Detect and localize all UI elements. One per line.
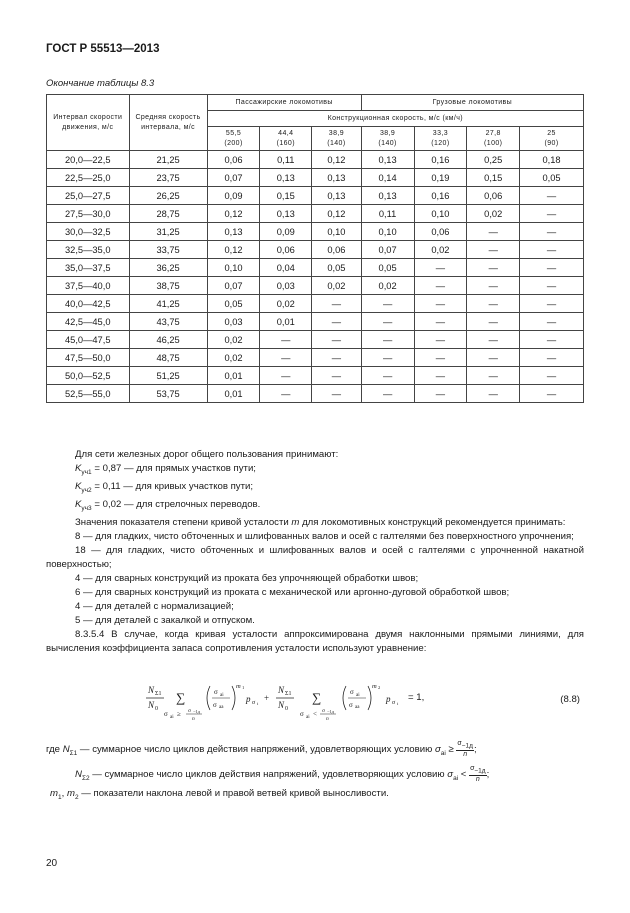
svg-text:N: N bbox=[148, 700, 155, 710]
table-cell: 0,14 bbox=[361, 169, 414, 187]
svg-text:−1д: −1д bbox=[193, 709, 201, 714]
col-header-speed: 38,9 (140) bbox=[361, 127, 414, 151]
k2-line: $K_{уч2} = 0,11$ — для кривых участков пути; bbox=[75, 480, 254, 494]
table-cell: 0,05 bbox=[520, 169, 584, 187]
table-cell: — bbox=[520, 313, 584, 331]
table-cell: 20,0—22,5 bbox=[47, 151, 130, 169]
table-cell: — bbox=[414, 295, 467, 313]
col-header-speed: 27,8 (100) bbox=[467, 127, 520, 151]
svg-text:aa: aa bbox=[355, 705, 360, 710]
where-line-1: где $N_{\Sigma 1}$ — суммарное число циклов действия напряжений, удовлетворяющих условию $\sigma_{ai}$ ≥ $\frac{\sigma_{-1д}}{n}$ ; bbox=[46, 740, 477, 759]
paragraph-item-5: 5 — для деталей с закалкой и отпуском. bbox=[75, 614, 255, 626]
table-cell: 0,18 bbox=[520, 151, 584, 169]
table-cell: 0,02 bbox=[207, 349, 260, 367]
table-cell: 0,01 bbox=[260, 313, 312, 331]
table-cell: 42,5—45,0 bbox=[47, 313, 130, 331]
table-cell: 28,75 bbox=[129, 205, 207, 223]
svg-text:∑: ∑ bbox=[312, 690, 322, 705]
table-cell: 30,0—32,5 bbox=[47, 223, 130, 241]
paragraph-item-4a: 4 — для сварных конструкций из проката без упрочняющей обработки швов; bbox=[75, 572, 419, 584]
k1-line: $K_{уч1} = 0,87$ — для прямых участков пути; bbox=[75, 463, 256, 476]
equation-number: (8.8) bbox=[560, 694, 580, 705]
svg-text:−1д: −1д bbox=[327, 709, 335, 714]
table-cell: — bbox=[260, 367, 312, 385]
table-row bbox=[47, 277, 584, 295]
svg-text:+: + bbox=[264, 693, 270, 703]
table-cell: 0,06 bbox=[260, 241, 312, 259]
table-cell: 0,01 bbox=[207, 367, 260, 385]
table-cell: — bbox=[312, 349, 362, 367]
table-cell: 0,02 bbox=[260, 295, 312, 313]
table-cell: 0,05 bbox=[361, 259, 414, 277]
table-cell: 48,75 bbox=[129, 349, 207, 367]
svg-text:ai: ai bbox=[170, 715, 174, 720]
svg-text:σ: σ bbox=[350, 688, 354, 696]
table-cell: — bbox=[361, 367, 414, 385]
table-cell: — bbox=[520, 277, 584, 295]
table-cell: — bbox=[520, 349, 584, 367]
svg-text:N: N bbox=[278, 685, 285, 695]
svg-text:m: m bbox=[236, 683, 241, 690]
table-cell: — bbox=[520, 331, 584, 349]
table-cell: — bbox=[520, 223, 584, 241]
table-cell: 23,75 bbox=[129, 169, 207, 187]
table-cell: — bbox=[520, 259, 584, 277]
table-cell: 0,13 bbox=[361, 187, 414, 205]
table-cell: — bbox=[361, 349, 414, 367]
svg-text:2: 2 bbox=[378, 685, 381, 690]
table-row bbox=[47, 223, 584, 241]
svg-text:ai: ai bbox=[220, 693, 224, 698]
table-cell: — bbox=[467, 331, 520, 349]
svg-text:n: n bbox=[326, 716, 329, 722]
table-cell: 0,06 bbox=[312, 241, 362, 259]
table-cell: 43,75 bbox=[129, 313, 207, 331]
svg-text:0: 0 bbox=[285, 706, 288, 712]
equation-result: = 1, bbox=[408, 692, 425, 703]
body-text bbox=[46, 448, 584, 656]
table-cell: 22,5—25,0 bbox=[47, 169, 130, 187]
table-cell: 0,12 bbox=[207, 241, 260, 259]
table-cell: 0,11 bbox=[361, 205, 414, 223]
table-cell: 0,02 bbox=[312, 277, 362, 295]
table-cell: 47,5—50,0 bbox=[47, 349, 130, 367]
paragraph-intro: Для сети железных дорог общего пользования принимают: bbox=[75, 449, 339, 460]
table-cell: — bbox=[467, 259, 520, 277]
table-cell: — bbox=[361, 295, 414, 313]
table-cell: 46,25 bbox=[129, 331, 207, 349]
svg-text:σ: σ bbox=[188, 708, 191, 714]
table-cell: 0,12 bbox=[207, 205, 260, 223]
table-cell: 0,07 bbox=[207, 277, 260, 295]
table-cell: 52,5—55,0 bbox=[47, 385, 130, 403]
table-cell: 0,05 bbox=[312, 259, 362, 277]
table-cell: — bbox=[467, 367, 520, 385]
table-cell: 36,25 bbox=[129, 259, 207, 277]
table-cell: 0,07 bbox=[207, 169, 260, 187]
table-cell: — bbox=[520, 241, 584, 259]
table-cell: — bbox=[414, 367, 467, 385]
paragraph-item-8: 8 — для гладких, чисто обточенных и шлифованных валов и осей с галтелями без поверхностного упрочнения; bbox=[75, 530, 574, 542]
col-header-speed: 55,5 (200) bbox=[207, 127, 260, 151]
svg-text:σ: σ bbox=[322, 708, 325, 714]
table-cell: 0,09 bbox=[260, 223, 312, 241]
k3-line: $K_{уч3} = 0,02$ — для стрелочных переводов. bbox=[75, 498, 261, 512]
table-cell: 26,25 bbox=[129, 187, 207, 205]
table-cell: 41,25 bbox=[129, 295, 207, 313]
table-cell: 0,25 bbox=[467, 151, 520, 169]
table-cell: — bbox=[520, 385, 584, 403]
paragraph-exponent: Значения показателя степени кривой усталости m для локомотивных конструкций рекомендуется принимать: bbox=[75, 516, 566, 528]
table-row bbox=[47, 169, 584, 187]
table-cell: — bbox=[312, 367, 362, 385]
document-header: ГОСТ Р 55513—2013 bbox=[46, 43, 160, 55]
table-cell: 0,15 bbox=[260, 187, 312, 205]
table-cell: — bbox=[467, 295, 520, 313]
table-cell: — bbox=[520, 187, 584, 205]
table-cell: — bbox=[520, 367, 584, 385]
svg-text:N: N bbox=[148, 685, 155, 695]
table-cell: — bbox=[414, 385, 467, 403]
table-cell: — bbox=[260, 331, 312, 349]
table-cell: 33,75 bbox=[129, 241, 207, 259]
table-cell: 0,16 bbox=[414, 151, 467, 169]
table-cell: — bbox=[312, 385, 362, 403]
table-cell: 0,06 bbox=[467, 187, 520, 205]
paragraph-item-4b: 4 — для деталей с нормализацией; bbox=[75, 600, 234, 612]
table-row bbox=[47, 259, 584, 277]
table-row bbox=[47, 367, 584, 385]
table-cell: 0,10 bbox=[361, 223, 414, 241]
col-header-speed: 44,4 (160) bbox=[260, 127, 312, 151]
table-cell: 0,02 bbox=[361, 277, 414, 295]
table-cell: — bbox=[467, 313, 520, 331]
where-line-2: $N_{\Sigma 2}$ — суммарное число циклов действия напряжений, удовлетворяющих условию $\sigma_{ai}$ < $\frac{\sigma_{-1д}}{n}$ ; bbox=[75, 765, 490, 784]
table-cell: 35,0—37,5 bbox=[47, 259, 130, 277]
table-row bbox=[47, 241, 584, 259]
table-cell: — bbox=[260, 349, 312, 367]
table-cell: — bbox=[414, 259, 467, 277]
table-cell: 0,13 bbox=[312, 187, 362, 205]
table-cell: — bbox=[467, 223, 520, 241]
table-cell: 50,0—52,5 bbox=[47, 367, 130, 385]
table-cell: 0,13 bbox=[260, 205, 312, 223]
table-cell: 0,06 bbox=[414, 223, 467, 241]
table-cell: 0,10 bbox=[207, 259, 260, 277]
table-cell: — bbox=[467, 277, 520, 295]
col-header-passenger: Пассажирские локомотивы bbox=[207, 95, 361, 111]
svg-text:σ: σ bbox=[214, 688, 218, 696]
svg-text:0: 0 bbox=[155, 706, 158, 712]
table-cell: 0,13 bbox=[260, 169, 312, 187]
table-cell: 0,04 bbox=[260, 259, 312, 277]
table-cell: 53,75 bbox=[129, 385, 207, 403]
table-cell: 0,09 bbox=[207, 187, 260, 205]
where-line-3: $m_1$, $m_2$ — показатели наклона левой и правой ветвей кривой выносливости. bbox=[50, 788, 389, 801]
table-row bbox=[47, 295, 584, 313]
table-cell: 38,75 bbox=[129, 277, 207, 295]
table-cell: — bbox=[414, 313, 467, 331]
table-cell: 32,5—35,0 bbox=[47, 241, 130, 259]
table-cell: 0,12 bbox=[312, 205, 362, 223]
svg-text:σ: σ bbox=[392, 700, 396, 706]
table-cell: 0,05 bbox=[207, 295, 260, 313]
table-cell: 0,13 bbox=[207, 223, 260, 241]
svg-text:≥: ≥ bbox=[177, 710, 181, 718]
table-caption: Окончание таблицы 8.3 bbox=[46, 78, 155, 89]
table-cell: — bbox=[361, 313, 414, 331]
table-cell: — bbox=[361, 385, 414, 403]
table-cell: 0,02 bbox=[207, 331, 260, 349]
svg-text:σ: σ bbox=[213, 701, 217, 709]
paragraph-item-18: 18 — для гладких, чисто обточенных и шлифованных валов и осей с галтелями с упрочненной накатной поверхностью; bbox=[46, 544, 584, 570]
table-cell: 0,02 bbox=[414, 241, 467, 259]
table-cell: 37,5—40,0 bbox=[47, 277, 130, 295]
table-row bbox=[47, 151, 584, 169]
table-row bbox=[47, 349, 584, 367]
svg-text:p: p bbox=[246, 694, 251, 704]
svg-text:ai: ai bbox=[306, 715, 310, 720]
data-table bbox=[46, 94, 584, 403]
table-cell: — bbox=[414, 277, 467, 295]
svg-text:σ: σ bbox=[252, 700, 256, 706]
table-row bbox=[47, 187, 584, 205]
table-cell: 27,5—30,0 bbox=[47, 205, 130, 223]
table-cell: — bbox=[467, 349, 520, 367]
table-cell: 0,19 bbox=[414, 169, 467, 187]
table-row bbox=[47, 205, 584, 223]
page-number: 20 bbox=[46, 858, 58, 869]
svg-text:1: 1 bbox=[242, 685, 245, 690]
table-cell: 0,01 bbox=[207, 385, 260, 403]
table-cell: 31,25 bbox=[129, 223, 207, 241]
col-header-speed: 38,9 (140) bbox=[312, 127, 362, 151]
table-cell: 45,0—47,5 bbox=[47, 331, 130, 349]
table-cell: — bbox=[260, 385, 312, 403]
table-cell: — bbox=[520, 295, 584, 313]
svg-text:∑: ∑ bbox=[176, 690, 186, 705]
table-cell: 51,25 bbox=[129, 367, 207, 385]
table-cell: 0,03 bbox=[260, 277, 312, 295]
table-row bbox=[47, 313, 584, 331]
table-cell: 0,11 bbox=[260, 151, 312, 169]
svg-text:p: p bbox=[386, 694, 391, 704]
table-cell: 0,10 bbox=[312, 223, 362, 241]
col-header-design-speed: Конструкционная скорость, м/с (км/ч) bbox=[207, 111, 583, 127]
col-header-speed: 25 (90) bbox=[520, 127, 584, 151]
table-cell: 0,10 bbox=[414, 205, 467, 223]
table-cell: 40,0—42,5 bbox=[47, 295, 130, 313]
svg-text:<: < bbox=[313, 710, 317, 718]
svg-text:ai: ai bbox=[356, 693, 360, 698]
table-cell: 0,06 bbox=[207, 151, 260, 169]
table-row bbox=[47, 385, 584, 403]
col-header-interval: Интервал скорости движения, м/с bbox=[47, 95, 130, 151]
table-cell: 25,0—27,5 bbox=[47, 187, 130, 205]
table-cell: — bbox=[467, 385, 520, 403]
svg-text:m: m bbox=[372, 683, 377, 690]
table-cell: — bbox=[467, 241, 520, 259]
col-header-freight: Грузовые локомотивы bbox=[361, 95, 583, 111]
table-cell: — bbox=[312, 295, 362, 313]
svg-text:σ: σ bbox=[164, 710, 168, 718]
table-cell: — bbox=[414, 331, 467, 349]
table-cell: 0,12 bbox=[312, 151, 362, 169]
table-cell: 0,16 bbox=[414, 187, 467, 205]
table-cell: — bbox=[312, 331, 362, 349]
table-cell: 0,13 bbox=[361, 151, 414, 169]
svg-text:σ: σ bbox=[300, 710, 304, 718]
svg-text:i: i bbox=[397, 701, 399, 706]
table-cell: 21,25 bbox=[129, 151, 207, 169]
table-cell: 0,02 bbox=[467, 205, 520, 223]
svg-text:Σ1: Σ1 bbox=[285, 691, 292, 697]
equation-8-8 bbox=[140, 680, 580, 725]
svg-text:aa: aa bbox=[219, 705, 224, 710]
paragraph-item-6: 6 — для сварных конструкций из проката с механической или аргонно-дуговой обработкой швов; bbox=[75, 586, 510, 598]
table-cell: — bbox=[361, 331, 414, 349]
col-header-speed: 33,3 (120) bbox=[414, 127, 467, 151]
table-cell: 0,15 bbox=[467, 169, 520, 187]
svg-text:Σ1: Σ1 bbox=[155, 691, 162, 697]
table-cell: — bbox=[520, 205, 584, 223]
svg-text:n: n bbox=[192, 716, 195, 722]
table-row bbox=[47, 331, 584, 349]
svg-text:σ: σ bbox=[349, 701, 353, 709]
paragraph-8-3-5-4: 8.3.5.4 В случае, когда кривая усталости аппроксимирована двумя наклонными прямыми линиями, для вычисления коэффициента запаса сопротивления усталости используют уравнение: bbox=[46, 628, 584, 654]
table-cell: — bbox=[414, 349, 467, 367]
col-header-mean-speed: Средняя скорость интервала, м/с bbox=[129, 95, 207, 151]
svg-text:N: N bbox=[278, 700, 285, 710]
table-cell: 0,07 bbox=[361, 241, 414, 259]
table-cell: — bbox=[312, 313, 362, 331]
table-cell: 0,03 bbox=[207, 313, 260, 331]
table-cell: 0,13 bbox=[312, 169, 362, 187]
svg-text:i: i bbox=[257, 701, 259, 706]
